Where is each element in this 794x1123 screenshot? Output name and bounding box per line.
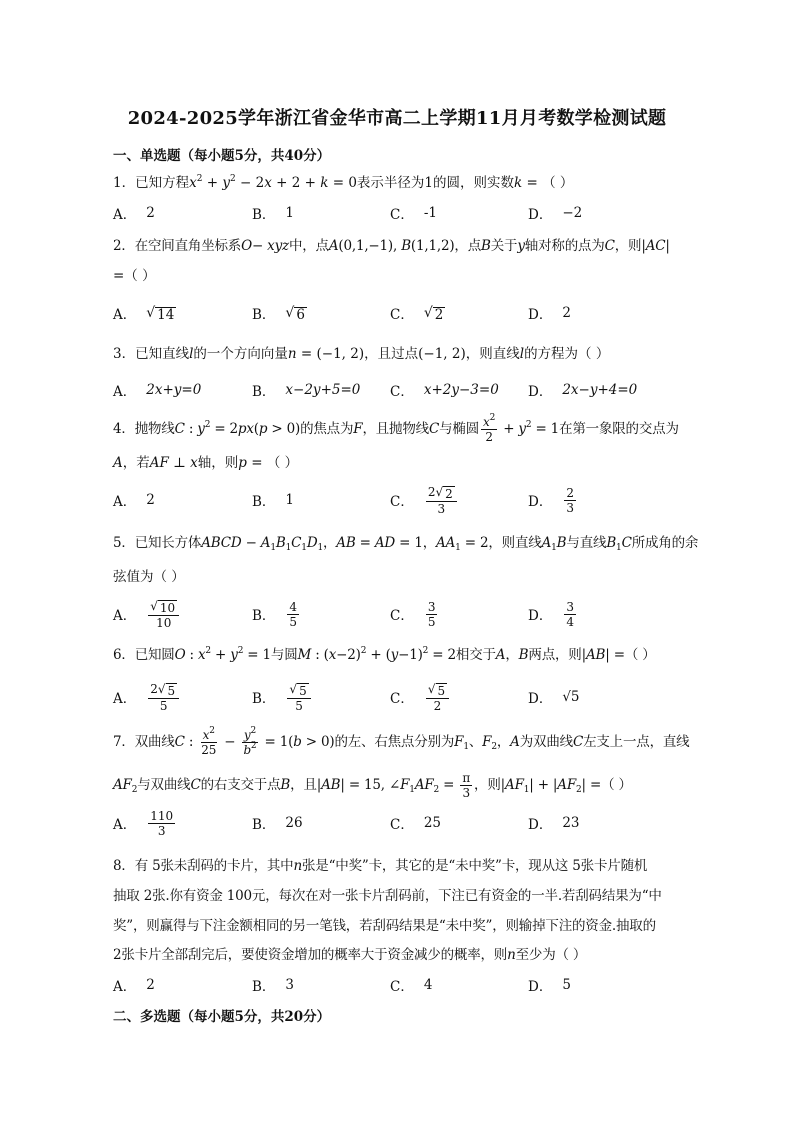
option-c[interactable]: C． 2 √ 2 3 <box>390 483 459 517</box>
option-c[interactable]: C． x+2y−3=0 <box>390 382 499 400</box>
option-d[interactable]: D． $\frac{3}{4}$ <box>528 599 574 629</box>
option-b[interactable]: B． 3 <box>252 977 295 995</box>
question-8-line-3: 奖”，则赢得与下注金额相同的另一笔钱，若刮码结果是“未中奖”，则输掉下注的资金.抽取的 <box>113 918 656 934</box>
section-heading-multiple-choice: 二、多选题（每小题5分，共20分） <box>113 1009 331 1025</box>
option-a[interactable]: A． √ 14 <box>113 304 175 323</box>
option-a[interactable]: A． 2 <box>113 492 155 510</box>
fraction: 2 √ 2 3 <box>426 485 457 516</box>
question-4-stem-cont: A，若AF ⊥ x轴，则p = （ ） <box>113 455 299 471</box>
question-6-options <box>113 680 693 714</box>
question-2-stem: 2．在空间直角坐标系O− xyz中，点A(0,1,−1), B(1,1,2)，点B关于y轴对称的点为C，则|AC| <box>113 238 670 254</box>
option-c[interactable]: C． -1 <box>390 205 437 223</box>
option-d[interactable]: D． 23 <box>528 815 580 833</box>
fraction: $\frac{3}{5}$ <box>427 599 436 629</box>
option-d[interactable]: D． √5 <box>528 689 580 707</box>
fraction: √ 5 5 <box>287 682 310 713</box>
question-3-stem: 3．已知直线l的一个方向向量n = (−1, 2)，且过点(−1, 2)，则直线l的方程为（ ） <box>113 346 610 362</box>
fraction: √ 10 10 <box>148 599 179 630</box>
option-d[interactable]: D． 2x−y+4=0 <box>528 382 638 400</box>
fraction: $\frac{3}{4}$ <box>566 599 574 629</box>
option-d[interactable]: D． −2 <box>528 205 583 223</box>
page-title: 2024-2025学年浙江省金华市高二上学期11月月考数学检测试题 <box>127 108 667 129</box>
option-b[interactable]: B． √ 6 <box>252 304 305 323</box>
option-d[interactable]: D． 2 <box>528 305 571 323</box>
option-c[interactable]: C． √ 2 <box>390 304 444 323</box>
fraction: $\frac{4}{5}$ <box>289 599 298 629</box>
option-d[interactable]: D． $\frac{2}{3}$ <box>528 485 574 515</box>
option-c[interactable]: C． 25 <box>390 815 442 833</box>
fraction: 2 √ 5 5 <box>148 682 179 713</box>
question-5-stem: 5．已知长方体ABCD − $A_1B_1C_1D_1$，AB = AD = 1，$AA_1 = 2$，则直线$A_1B$与直线$B_1C$所成角的余 <box>113 535 699 553</box>
question-6-stem: 6．已知圆O : $x^2 + y^2 = 1$与圆M : $(x-2)^2 + (y-1)^2 = 2$相交于A，B两点，则|AB| =（ ） <box>113 646 656 663</box>
fraction: $\frac{110}{3}$ <box>150 808 174 838</box>
question-5-stem-cont: 弦值为（ ） <box>113 569 185 585</box>
question-8-line-2: 抽取 2张.你有资金 100元，每次在对一张卡片刮码前，下注已有资金的一半.若刮码结果为“中 <box>113 888 662 904</box>
option-a[interactable]: A． 2 <box>113 205 155 223</box>
question-2-stem-cont: =（ ） <box>113 268 156 284</box>
option-c[interactable]: C． √ 5 2 <box>390 680 451 714</box>
option-c[interactable]: C． $\frac{3}{5}$ <box>390 599 436 629</box>
question-2-options <box>113 296 693 330</box>
fraction: √ 5 2 <box>426 682 449 713</box>
option-d[interactable]: D． 5 <box>528 977 571 995</box>
question-3-options <box>113 373 693 407</box>
option-b[interactable]: B． x−2y+5=0 <box>252 382 361 400</box>
question-7-stem-cont: $AF_2$与双曲线C的右支交于点B，且|AB| = 15, $\angle F_1AF_2$ = $\frac{\pi}{3}$ ，则$|AF_1| + |AF_2|$ =（ ） <box>113 771 632 800</box>
fraction: $\frac{2}{3}$ <box>566 485 574 515</box>
question-8-line-4: 2张卡片全部刮完后，要使资金增加的概率大于资金减少的概率，则n至少为（ ） <box>113 947 587 963</box>
question-4-options <box>113 483 693 517</box>
question-8-options <box>113 968 693 1002</box>
question-5-options <box>113 597 693 631</box>
option-a[interactable]: A． 2x+y=0 <box>113 382 202 400</box>
option-a[interactable]: A． 2 <box>113 977 155 995</box>
question-4-stem: 4．抛物线C : $y^2 = 2px(p > 0)$的焦点为F，且抛物线C与椭圆 $\frac{x^2}{2}$ + $y^2 = 1$在第一象限的交点为 <box>113 413 679 444</box>
section-heading-single-choice: 一、单选题（每小题5分，共40分） <box>113 148 331 164</box>
question-7-stem: 7．双曲线C : $\frac{x^2}{25}$ − $\frac{y^2}{b^2}$ = 1(b > 0)的左、右焦点分别为$F_1$、$F_2$，A为双曲线C左支上一点，直线 <box>113 726 690 757</box>
option-b[interactable]: B． 1 <box>252 492 295 510</box>
option-b[interactable]: B． √ 5 5 <box>252 680 313 714</box>
question-1-options <box>113 196 693 230</box>
question-8-line-1: 8．有 5张未刮码的卡片，其中n张是“中奖”卡，其它的是“未中奖”卡，现从这 5张卡片随机 <box>113 858 648 874</box>
option-a[interactable]: A． √ 10 10 <box>113 597 181 631</box>
question-1-stem: 1．已知方程$x^2 + y^2 - 2x + 2 + k = 0$表示半径为1的圆，则实数k = （ ） <box>113 174 574 191</box>
option-b[interactable]: B． 26 <box>252 815 303 833</box>
option-b[interactable]: B． $\frac{4}{5}$ <box>252 599 298 629</box>
option-b[interactable]: B． 1 <box>252 205 295 223</box>
option-a[interactable]: A． 2 √ 5 5 <box>113 680 181 714</box>
question-7-options <box>113 806 693 840</box>
option-c[interactable]: C． 4 <box>390 977 433 995</box>
option-a[interactable]: A． $\frac{110}{3}$ <box>113 808 174 838</box>
